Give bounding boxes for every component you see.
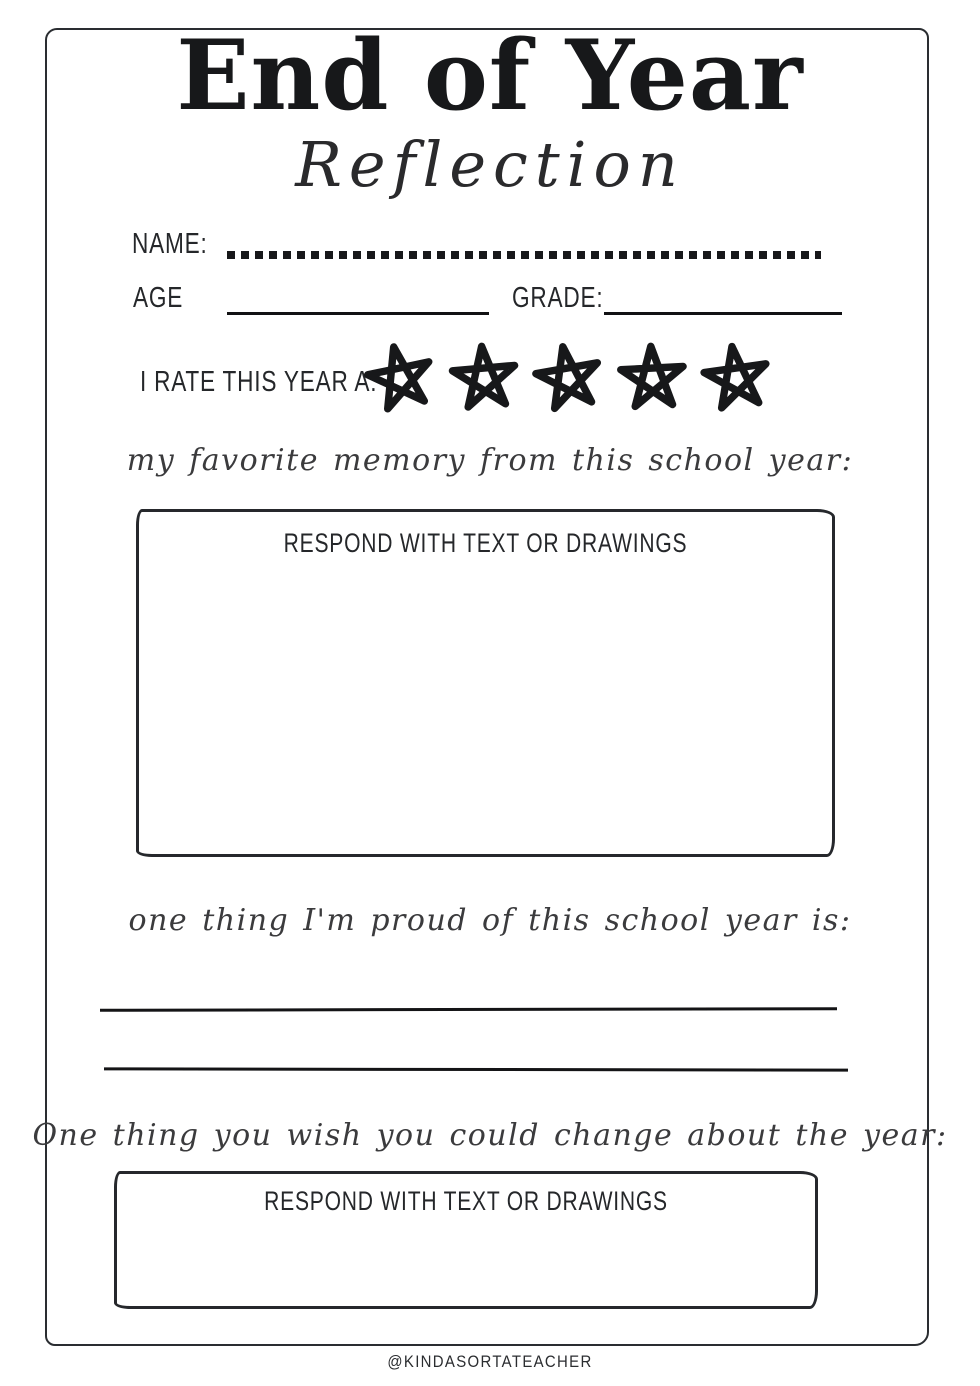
grade-input-line[interactable] [604,312,842,315]
doodle-star-icon [522,334,615,425]
grade-label: GRADE: [512,282,604,314]
page-title: End of Year [176,19,804,132]
response-box-placeholder: RESPOND WITH TEXT OR DRAWINGS [283,528,688,558]
prompt-favorite-memory: my favorite memory from this school year: [126,443,854,478]
doodle-star-icon [441,337,528,422]
name-input-line[interactable] [227,251,821,259]
prompt-change: One thing you wish you could change about the year: [32,1118,948,1153]
doodle-star-icon [353,332,448,425]
age-label: AGE [133,282,184,314]
response-box-change[interactable] [114,1171,818,1309]
prompt-proud-of: one thing I'm proud of this school year is: [128,903,852,938]
response-box-placeholder: RESPOND WITH TEXT OR DRAWINGS [264,1186,668,1216]
footer-credit: @KINDASORTATEACHER [387,1352,593,1371]
response-box-memory[interactable] [136,509,835,857]
star-rating [360,340,777,418]
age-input-line[interactable] [227,312,489,315]
doodle-star-icon [691,335,782,424]
page-subtitle: Reflection [295,128,685,201]
name-label: NAME: [132,228,208,260]
doodle-star-icon [610,338,695,420]
rating-label: I RATE THIS YEAR A: [140,366,378,398]
